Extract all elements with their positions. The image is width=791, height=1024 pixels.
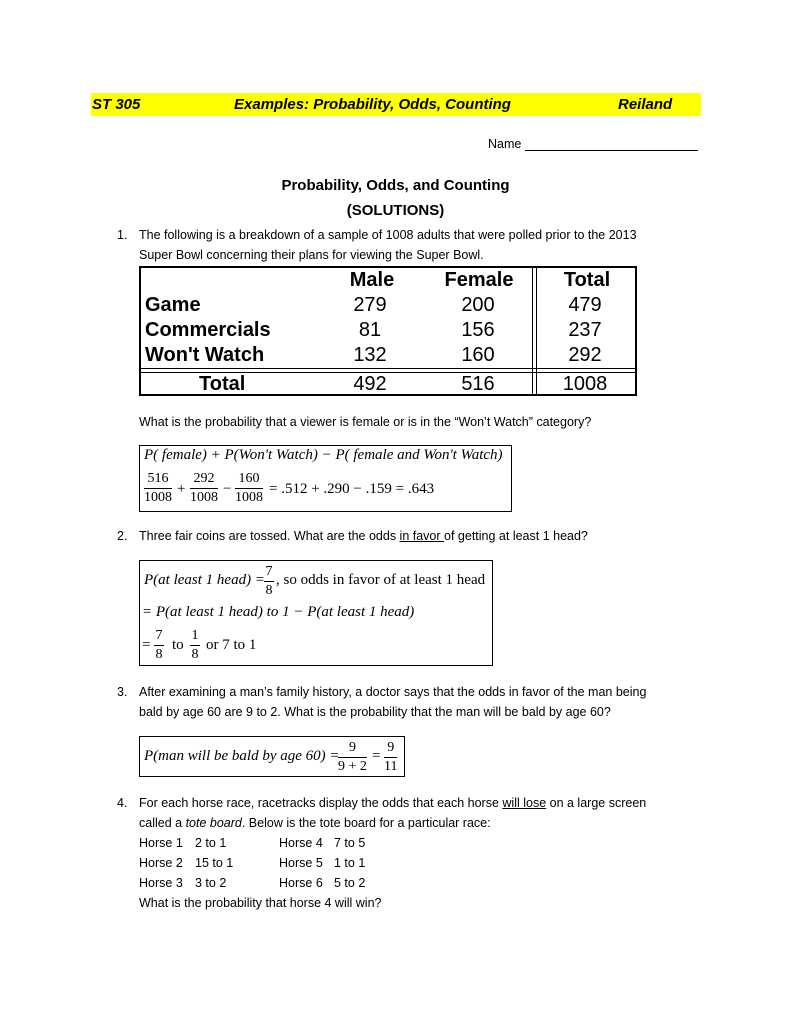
- q4-text-line2: [139, 813, 491, 833]
- page-title: Probability, Odds, and Counting: [281, 177, 510, 194]
- table-cell: 237: [568, 319, 602, 341]
- row-label: Won't Watch: [145, 344, 265, 366]
- horse-odds: 5 to 2: [334, 876, 366, 890]
- q1-text-line2: Super Bowl concerning their plans for viewing the Super Bowl.: [139, 248, 484, 262]
- numerator: 9: [348, 740, 356, 755]
- q3-text-line1: After examining a man’s family history, a doctor says that the odds in favor of the man being: [139, 685, 647, 699]
- q1-question: What is the probability that a viewer is female or is in the “Won’t Watch” category?: [139, 415, 592, 429]
- fraction: [235, 471, 263, 506]
- plus-sign: +: [177, 481, 186, 497]
- fraction: [264, 564, 274, 599]
- q4-text-line1: [139, 793, 646, 813]
- horse-odds: 7 to 5: [334, 836, 366, 850]
- horse-odds: 3 to 2: [195, 876, 227, 890]
- name-blank-line: [525, 150, 698, 151]
- minus-sign: −: [223, 481, 232, 497]
- document-subject: Examples: Probability, Odds, Counting: [234, 96, 511, 113]
- denominator: 1008: [235, 490, 263, 505]
- q4-text-part: . Below is the tote board for a particular race:: [241, 816, 491, 830]
- name-label: Name: [488, 137, 522, 151]
- fraction: [154, 628, 164, 663]
- q1-solution-box: [139, 445, 512, 512]
- q2-to: to: [172, 637, 184, 653]
- horse-name: Horse 6: [279, 876, 323, 890]
- fraction: [144, 471, 172, 506]
- q2-text-part: of getting at least 1 head?: [444, 529, 588, 543]
- table-cell: 160: [461, 344, 495, 366]
- total-row-label: Total: [199, 373, 246, 395]
- denominator: 9 + 2: [338, 759, 367, 774]
- denominator: 1008: [144, 490, 172, 505]
- col-header-male: Male: [349, 269, 395, 291]
- q2-number: 2.: [117, 529, 128, 543]
- q3-formula: P(man will be bald by age 60) =: [144, 748, 340, 764]
- row-label: Commercials: [145, 319, 271, 341]
- q4-text-underlined: will lose: [502, 796, 547, 810]
- numerator: 7: [155, 628, 163, 643]
- horse-name: Horse 5: [279, 856, 323, 870]
- horse-name: Horse 3: [139, 876, 183, 890]
- q2-text-part: Three fair coins are tossed. What are the odds: [139, 529, 400, 543]
- fraction: [190, 628, 200, 663]
- q2-solution-box: [139, 560, 493, 666]
- col-header-female: Female: [444, 269, 514, 291]
- table-cell: 279: [353, 294, 387, 316]
- q2-text-underlined: in favor: [399, 529, 445, 543]
- horse-odds: 15 to 1: [195, 856, 234, 870]
- q4-text-part: on a large screen: [546, 796, 647, 810]
- table-cell: 479: [568, 294, 602, 316]
- q4-text-part: called a: [139, 816, 186, 830]
- table-cell: 132: [353, 344, 387, 366]
- equals-sign: =: [142, 637, 151, 653]
- table-cell: 81: [358, 319, 382, 341]
- numerator: 516: [147, 471, 169, 486]
- page-subtitle: (SOLUTIONS): [346, 202, 445, 219]
- numerator: 292: [193, 471, 215, 486]
- q1-text-line1: The following is a breakdown of a sample of 1008 adults that were polled prior to the 2013: [139, 228, 637, 242]
- numerator: 160: [238, 471, 260, 486]
- horse-odds: 1 to 1: [334, 856, 366, 870]
- equals-sign: =: [372, 748, 381, 764]
- fraction: [338, 740, 367, 775]
- q2-line3-right: or 7 to 1: [206, 637, 257, 653]
- q4-question: What is the probability that horse 4 will win?: [139, 896, 382, 910]
- course-code: ST 305: [92, 96, 141, 113]
- q2-line1-right: , so odds in favor of at least 1 head: [276, 572, 486, 588]
- col-header-total: Total: [563, 269, 611, 291]
- q1-result: = .512 + .290 − .159 = .643: [269, 481, 435, 497]
- denominator: 8: [265, 583, 273, 598]
- numerator: 7: [265, 564, 273, 579]
- table-cell: 156: [461, 319, 495, 341]
- q1-number: 1.: [117, 228, 128, 242]
- q3-text-line2: bald by age 60 are 9 to 2. What is the probability that the man will be bald by age 60?: [139, 705, 611, 719]
- denominator: 8: [155, 647, 163, 662]
- q3-solution-box: [139, 736, 405, 777]
- q2-text: [139, 526, 588, 546]
- table-cell: 492: [353, 373, 387, 395]
- horse-name: Horse 4: [279, 836, 323, 850]
- viewing-table: [139, 266, 637, 396]
- table-cell: 516: [461, 373, 495, 395]
- q2-line1-left: P(at least 1 head) =: [144, 572, 265, 588]
- q3-number: 3.: [117, 685, 128, 699]
- denominator: 8: [191, 647, 199, 662]
- q4-text-part: For each horse race, racetracks display the odds that each horse: [139, 796, 503, 810]
- q1-formula: P( female) + P(Won't Watch) − P( female and Won't Watch): [144, 447, 503, 463]
- numerator: 9: [387, 740, 395, 755]
- header-bar: [91, 93, 701, 116]
- row-label: Game: [145, 294, 201, 316]
- author-name: Reiland: [618, 96, 673, 113]
- table-cell: 292: [568, 344, 602, 366]
- fraction: [384, 740, 397, 775]
- horse-name: Horse 1: [139, 836, 183, 850]
- denominator: 1008: [190, 490, 218, 505]
- q2-line2: = P(at least 1 head) to 1 − P(at least 1 head): [142, 604, 415, 620]
- table-divider: [139, 368, 637, 369]
- horse-odds: 2 to 1: [195, 836, 227, 850]
- table-divider: [536, 266, 537, 396]
- denominator: 11: [384, 759, 398, 774]
- q4-number: 4.: [117, 796, 128, 810]
- table-cell: 1008: [562, 373, 608, 395]
- table-divider: [532, 266, 533, 396]
- table-cell: 200: [461, 294, 495, 316]
- horse-name: Horse 2: [139, 856, 183, 870]
- q4-text-italic: tote board: [185, 816, 242, 830]
- fraction: [190, 471, 218, 506]
- numerator: 1: [191, 628, 199, 643]
